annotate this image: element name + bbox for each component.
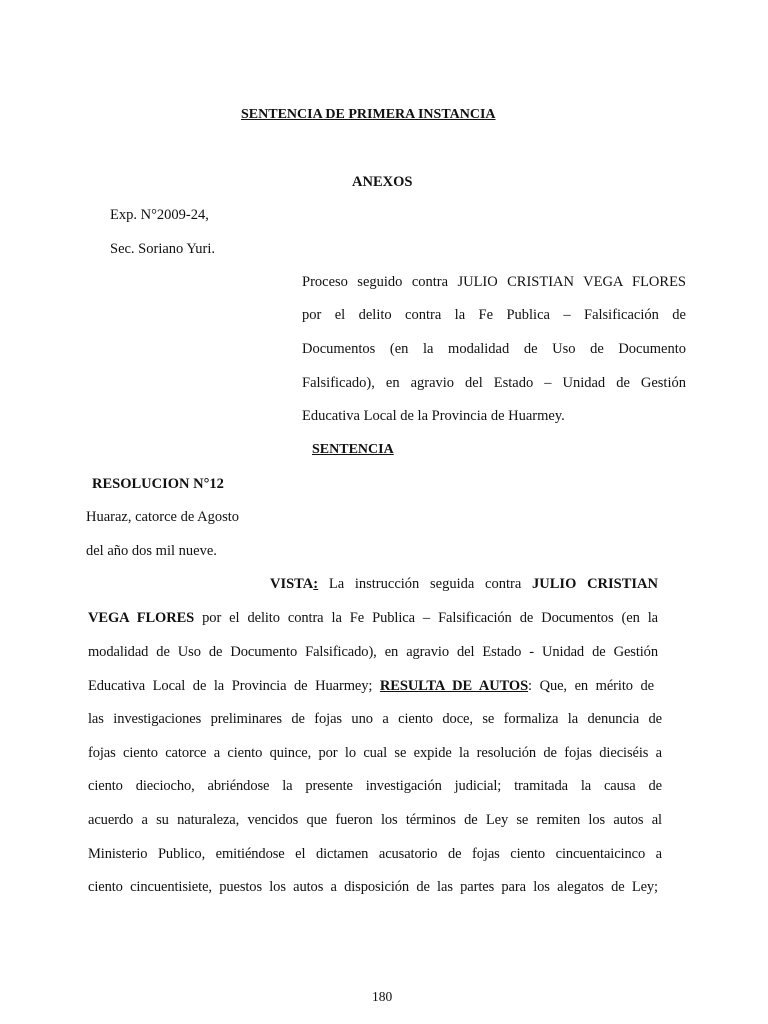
proceso-line: Educativa Local de la Provincia de Huarmey. [302, 408, 565, 424]
year-line: del año dos mil nueve. [86, 543, 217, 559]
vista-text: La instrucción seguida contra [318, 576, 533, 592]
sentencia-heading: SENTENCIA [312, 442, 394, 457]
body-line [88, 610, 658, 627]
body-line: las investigaciones preliminares de fojas uno a ciento doce, se formaliza la denuncia de [88, 711, 662, 727]
body-line: acuerdo a su naturaleza, vencidos que fueron los términos de Ley se remiten los autos al [88, 812, 662, 828]
body-line: ciento dieciocho, abriéndose la presente investigación judicial; tramitada la causa de [88, 778, 662, 794]
proceso-line: Documentos (en la modalidad de Uso de Documento [302, 341, 686, 357]
place-date: Huaraz, catorce de Agosto [86, 509, 239, 525]
proceso-line: Falsificado), en agravio del Estado – Unidad de Gestión [302, 375, 686, 391]
body-line: modalidad de Uso de Documento Falsificado), en agravio del Estado - Unidad de Gestión [88, 644, 658, 660]
resolucion-number: RESOLUCION N°12 [92, 476, 224, 492]
defendant-name-first: JULIO CRISTIAN [532, 576, 658, 592]
secretary-name: Sec. Soriano Yuri. [110, 241, 215, 257]
expediente-number: Exp. N°2009-24, [110, 207, 209, 223]
resulta-de-autos: RESULTA DE AUTOS [379, 678, 529, 694]
body-line: fojas ciento catorce a ciento quince, por lo cual se expide la resolución de fojas dieciséis a [88, 745, 662, 761]
body-text: : Que, en mérito de [528, 678, 654, 694]
body-line: Ministerio Publico, emitiéndose el dictamen acusatorio de fojas ciento cincuentaicinco a [88, 846, 662, 862]
main-title: SENTENCIA DE PRIMERA INSTANCIA [241, 107, 496, 122]
proceso-line: Proceso seguido contra JULIO CRISTIAN VEGA FLORES [302, 274, 686, 290]
vista-colon: : [313, 576, 319, 592]
vista-line [270, 576, 658, 593]
proceso-line: por el delito contra la Fe Publica – Falsificación de [302, 307, 686, 323]
body-line: ciento cincuentisiete, puestos los autos a disposición de las partes para los alegatos de Ley; [88, 879, 658, 895]
body-text: Educativa Local de la Provincia de Huarmey; [88, 678, 380, 694]
page-number: 180 [372, 989, 393, 1004]
vista-label: VISTA [270, 576, 314, 592]
body-line [88, 678, 654, 695]
defendant-name-last: VEGA FLORES [88, 610, 195, 626]
anexos-heading: ANEXOS [352, 174, 413, 190]
body-text: por el delito contra la Fe Publica – Falsificación de Documentos (en la [194, 610, 658, 626]
